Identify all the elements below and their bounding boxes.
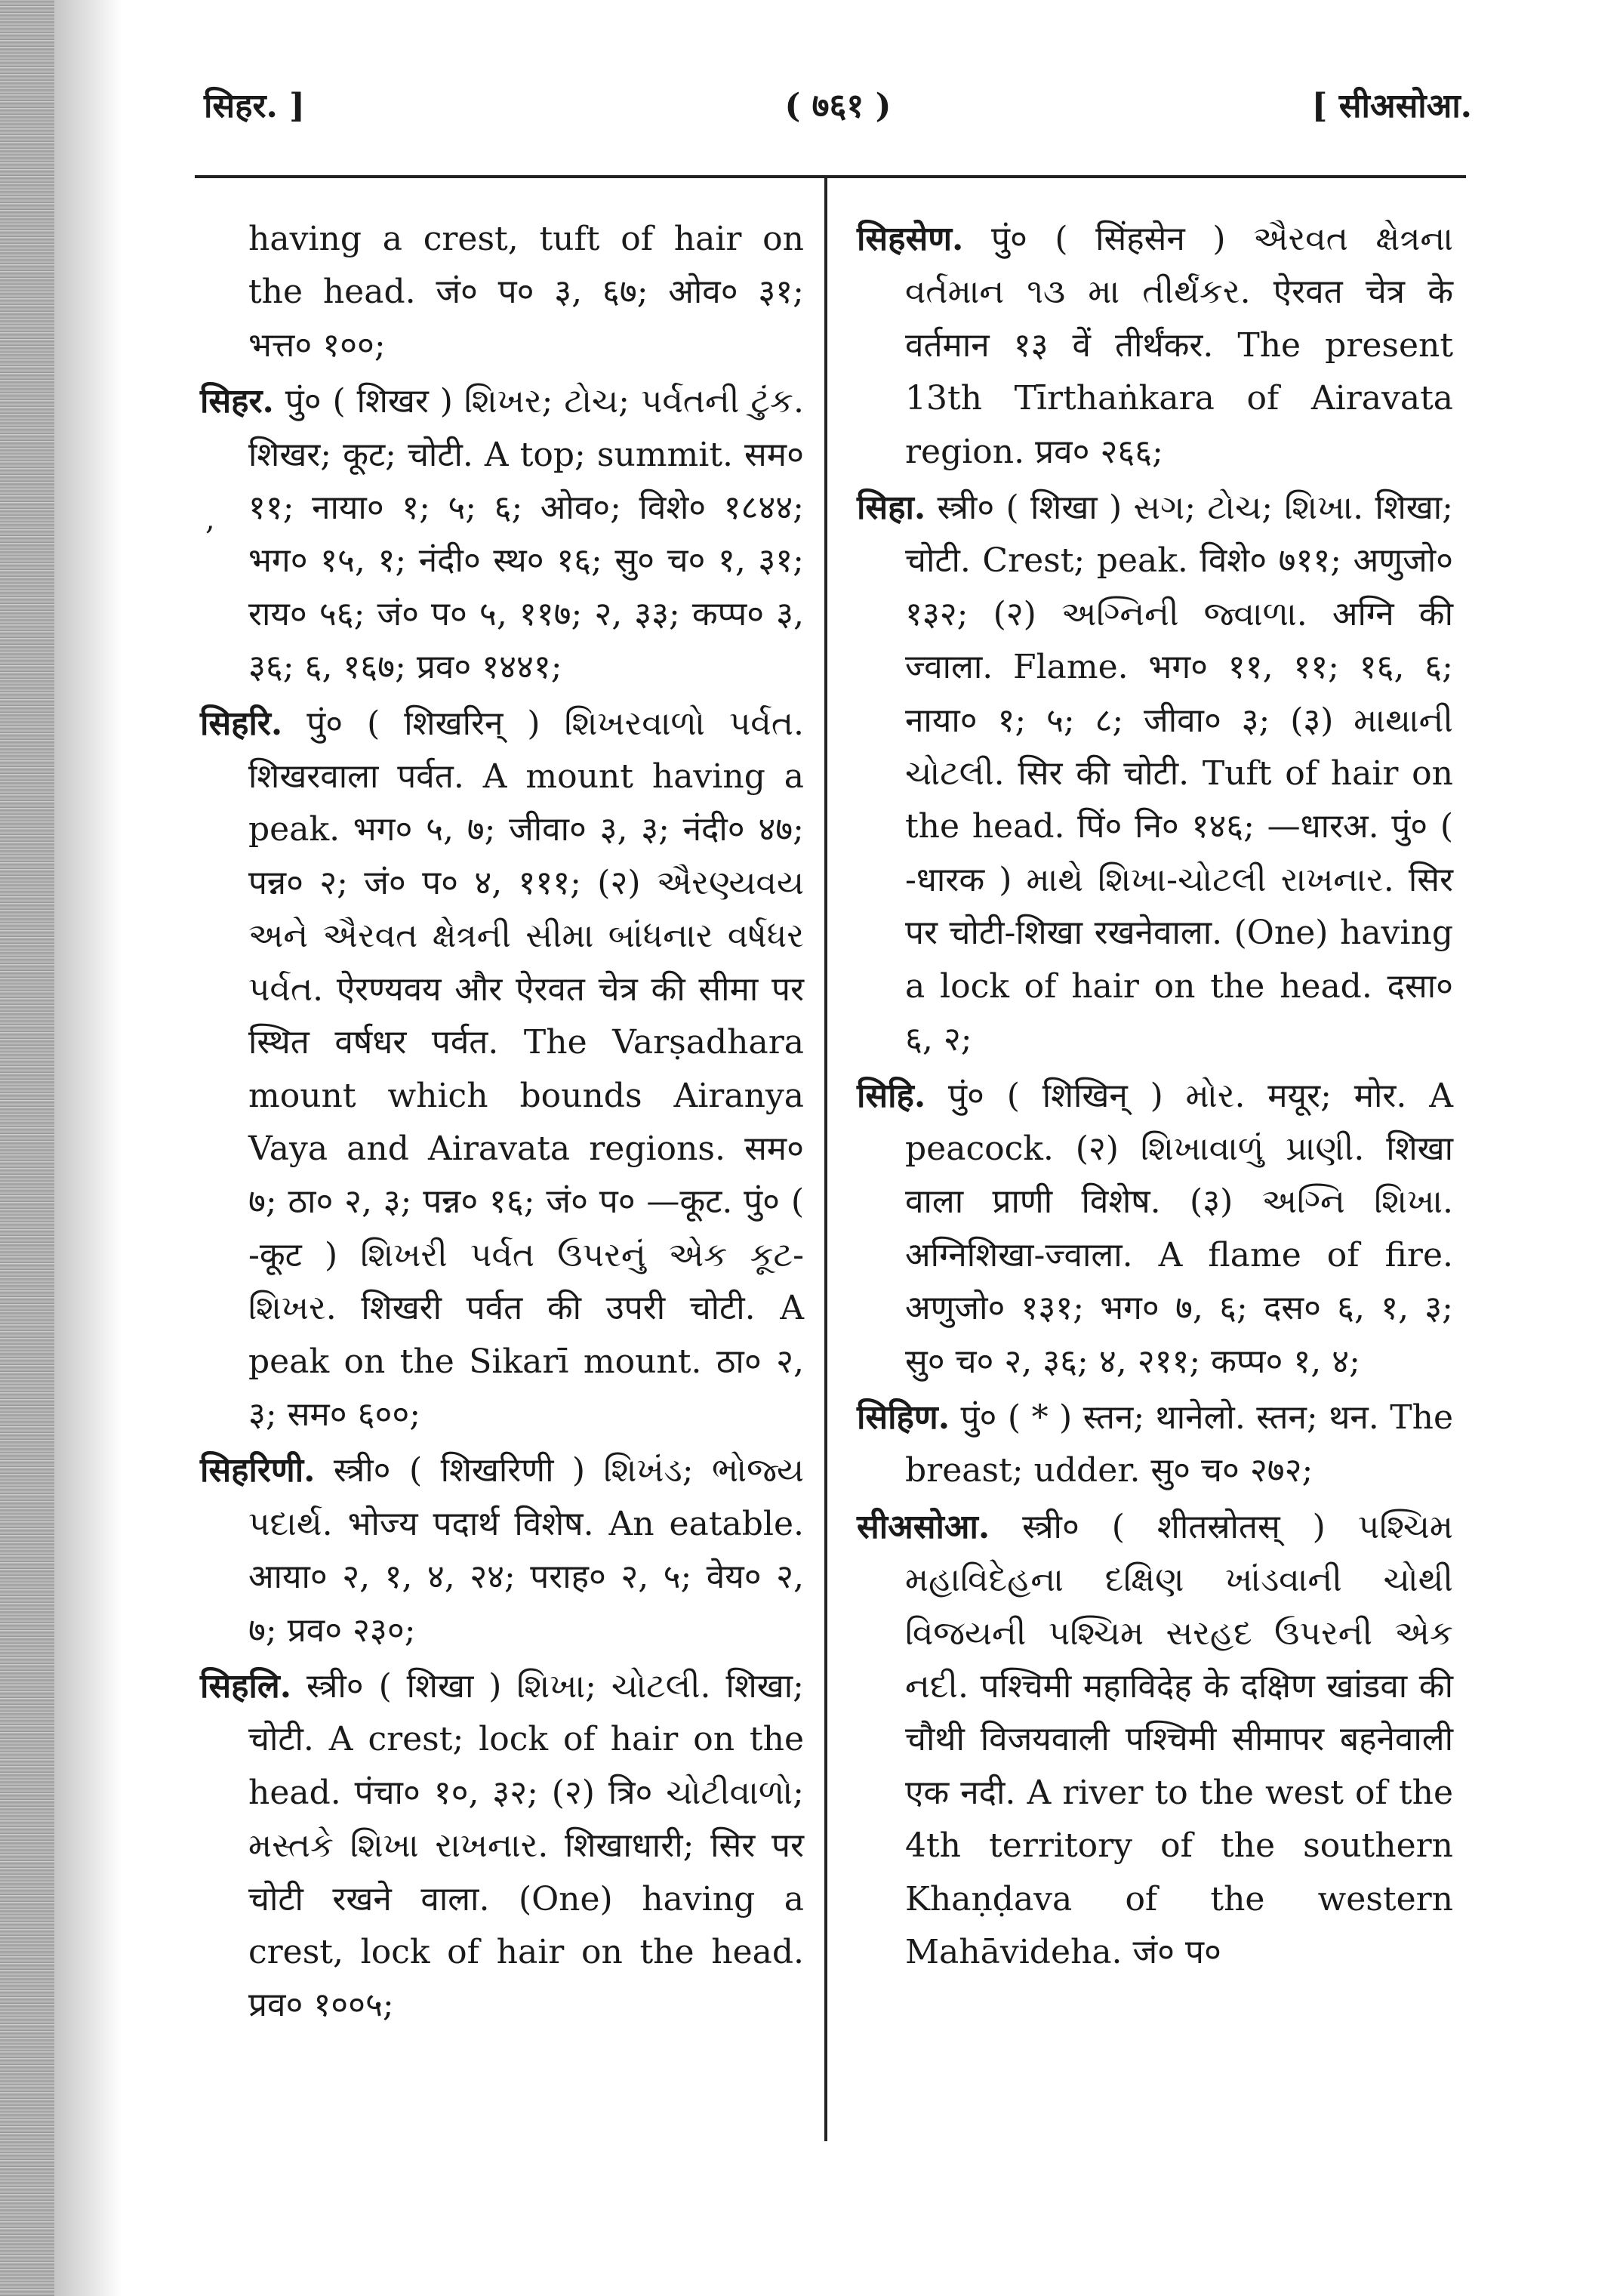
dictionary-entry xyxy=(857,482,1453,1066)
header-left-guide-word: सिहर. ] xyxy=(204,87,305,125)
entry-text: स्त्री० ( शिखरिणी ) શિખંડ; ભોજ્ય પદાર્થ. भोज्य पदार्थ विशेष. An eatable. आया० २, १, ४, २४; पराह० २, ५; वेय० २, ७; प्रव० २३०; xyxy=(248,1451,804,1650)
entry-text: पुं० ( शिखिन् ) મોર. मयूर; मोर. A peacock. (२) શિખાવાળું પ્રાણી. शिखा वाला प्राणी विशेष. (३) અગ્નિ શિખા. अग्निशिखा-ज्वाला. A flame of fire. अणुजो० १३१; भग० ७, ६; दस० ६, १, ३; सु० च० २, ३६; ४, २११; कप्प० १, ४; xyxy=(905,1076,1453,1381)
dictionary-entry xyxy=(857,1501,1453,1980)
dictionary-entry xyxy=(857,1070,1453,1388)
entry-headword: सिहलि. xyxy=(200,1666,292,1706)
entry-text: पुं० ( शिखर ) શિખર; ટોચ; પર્વતની ટુંક. शिखर; कूट; चोटी. A top; summit. सम० ११; नाया० १; ५; ६; ओव०; विशे० १८४४; भग० १५, १; नंदी० स्थ० १६; सु० च० १, ३१; राय० ५६; जं० प० ५, ११७; २, ३३; कप्प० ३, ३६; ६, १६७; प्रव० १४४१; xyxy=(248,382,805,687)
dictionary-entry xyxy=(200,1444,804,1657)
dictionary-entry xyxy=(200,1660,804,2032)
dictionary-entry xyxy=(200,698,804,1442)
page-gutter-shadow xyxy=(0,0,54,2296)
entry-text: स्त्री० ( शिखा ) સગ; ટોચ; શિખા. शिखा; चोटी. Crest; peak. विशे० ७११; अणुजो० १३२; (२) અગ્નિની જ્વાળા. अग्नि की ज्वाला. Flame. भग० ११, ११; १६, ६; नाया० १; ५; ८; जीवा० ३; (३) માથાની ચોટલી. सिर की चोटी. Tuft of hair on the head. पिं० नि० १४६; —धारअ. पुं० ( -धारक ) માથે શિખા-ચોટલી રાખનાર. सिर पर चोटी-शिखा रखनेवाला. (One) having a lock of hair on the head. दसा० ६, २; xyxy=(905,488,1453,1059)
header-right-guide-word: [ सीअसोआ. xyxy=(1311,87,1472,125)
entry-headword: सीअसोआ. xyxy=(857,1507,990,1546)
entry-text: स्त्री० ( शिखा ) શિખા; ચોટલી. शिखा; चोटी. A crest; lock of hair on the head. पंचा० १०, ३२; (२) त्रि० ચોટીવાળો; મસ્તકે શિખા રાખનાર. शिखाधारी; सिर पर चोटी रखने वाला. (One) having a crest, lock of hair on the head. प्रव० १००५; xyxy=(248,1666,804,2025)
page-number: ( ७६१ ) xyxy=(784,87,892,125)
left-column xyxy=(200,213,804,2036)
dictionary-entry xyxy=(857,213,1453,479)
entry-text: पुं० ( शिखरिन् ) શિખરવાળો પર્વત. शिखरवाला पर्वत. A mount having a peak. भग० ५, ७; जीवा० ३, ३; नंदी० ४७; पन्न० २; जं० प० ४, १११; (२) ઐરણ્યવય અને ઐરવત ક્ષેત્રની સીમા બાંધનાર વર્ષધર પર્વત. ऐरण्यवय और ऐरवत चेत्र की सीमा पर स्थित वर्षधर पर्वत. The Varṣadhara mount which bounds Airanya Vaya and Airavata regions. सम० ७; ठा० २, ३; पन्न० १६; जं० प० —कूट. पुं० ( -कूट ) શિખરી પર્વત ઉપરનું એક કૂટ-શિખર. शिखरी पर्वत की उपरी चोटी. A peak on the Sikarī mount. ठा० २, ३; सम० ६००; xyxy=(248,704,804,1434)
column-divider xyxy=(824,178,827,2141)
entry-text: स्त्री० ( शीतस्रोतस् ) પશ્ચિમ મહાવિદેહના દક્ષિણ ખાંડવાની ચોથી વિજયની પશ્ચિમ સરહદ ઉપરની એક નદી. पश्चिमी महाविदेह के दक्षिण खांडवा की चौथी विजयवाली पश्चिमी सीमापर बहनेवाली एक नदी. A river to the west of the 4th territory of the southern Khaṇḍava of the western Mahāvideha. जं० प० xyxy=(905,1507,1453,1971)
dictionary-entry xyxy=(200,375,804,694)
entry-headword: सिहरिणी. xyxy=(200,1451,316,1490)
entry-headword: सिहसेण. xyxy=(857,220,964,258)
entry-headword: सिहरि. xyxy=(200,704,283,743)
header-rule xyxy=(195,175,1466,178)
page-gutter-fade xyxy=(54,0,122,2296)
dictionary-entry xyxy=(857,1391,1453,1498)
entry-text: having a crest, tuft of hair on the head. जं० प० ३, ६७; ओव० ३१; भत्त० १००; xyxy=(248,220,804,365)
margin-mark: , xyxy=(205,502,215,537)
entry-text: पुं० ( सिंहसेन ) ઐરવત ક્ષેત્રના વર્તમાન ૧૩ મા તીર્થંકર. ऐरवत चेत्र के वर्तमान १३ वें तीर्थंकर. The present 13th Tīrthaṅkara of Airavata region. प्रव० २६६; xyxy=(905,220,1453,471)
page-header xyxy=(204,74,1472,134)
entry-headword: सिहिण. xyxy=(857,1398,950,1437)
right-column xyxy=(857,213,1453,1982)
entry-text: पुं० ( * ) स्तन; थानेलो. स्तन; थन. The breast; udder. सु० च० २७२; xyxy=(905,1398,1453,1490)
entry-headword: सिहा. xyxy=(857,488,926,528)
entry-headword: सिहर. xyxy=(200,382,274,421)
dictionary-entry xyxy=(200,213,804,372)
entry-headword: सिहि. xyxy=(857,1076,926,1115)
